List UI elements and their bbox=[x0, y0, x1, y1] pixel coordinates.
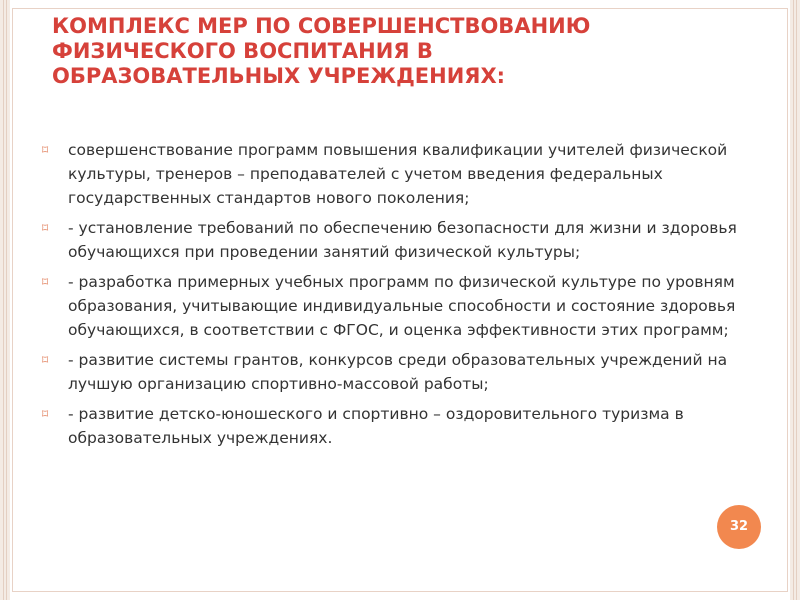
edge-line bbox=[3, 0, 4, 600]
bullet-item bbox=[42, 270, 754, 342]
edge-line bbox=[793, 0, 794, 600]
left-edge-decoration bbox=[0, 0, 10, 600]
bullet-text: - разработка примерных учебных программ по физической культуре по уровням образования, учитывающие индивидуальные способности и состояние здоровья обучающихся, в соответствии с ФГОС, и оценка эффективности этих программ; bbox=[68, 273, 736, 339]
page-number-badge: 32 bbox=[717, 505, 761, 549]
bullet-text: - развитие детско-юношеского и спортивно – оздоровительного туризма в образовательных учреждениях. bbox=[68, 405, 684, 447]
slide-title-line: ФИЗИЧЕСКОГО ВОСПИТАНИЯ В bbox=[52, 39, 433, 63]
bullet-marker-icon: ⌑ bbox=[42, 275, 49, 289]
bullet-item bbox=[42, 138, 754, 210]
edge-line bbox=[796, 0, 797, 600]
bullet-item bbox=[42, 348, 754, 396]
bullet-list bbox=[42, 138, 754, 456]
slide-title bbox=[52, 14, 752, 89]
slide-title-line: ОБРАЗОВАТЕЛЬНЫХ УЧРЕЖДЕНИЯХ: bbox=[52, 64, 506, 88]
bullet-marker-icon: ⌑ bbox=[42, 221, 49, 235]
bullet-text: - установление требований по обеспечению безопасности для жизни и здоровья обучающихся при проведении занятий физической культуры; bbox=[68, 219, 737, 261]
bullet-item bbox=[42, 216, 754, 264]
edge-line bbox=[6, 0, 7, 600]
bullet-marker-icon: ⌑ bbox=[42, 407, 49, 421]
bullet-item bbox=[42, 402, 754, 450]
bullet-marker-icon: ⌑ bbox=[42, 353, 49, 367]
right-edge-decoration bbox=[790, 0, 800, 600]
bullet-text: совершенствование программ повышения квалификации учителей физической культуры, тренеров – преподавателей с учетом введения федеральных государственных стандартов нового поколения; bbox=[68, 141, 728, 207]
bullet-text: - развитие системы грантов, конкурсов среди образовательных учреждений на лучшую организацию спортивно-массовой работы; bbox=[68, 351, 728, 393]
bullet-marker-icon: ⌑ bbox=[42, 143, 49, 157]
slide-title-line: КОМПЛЕКС МЕР ПО СОВЕРШЕНСТВОВАНИЮ bbox=[52, 14, 591, 38]
